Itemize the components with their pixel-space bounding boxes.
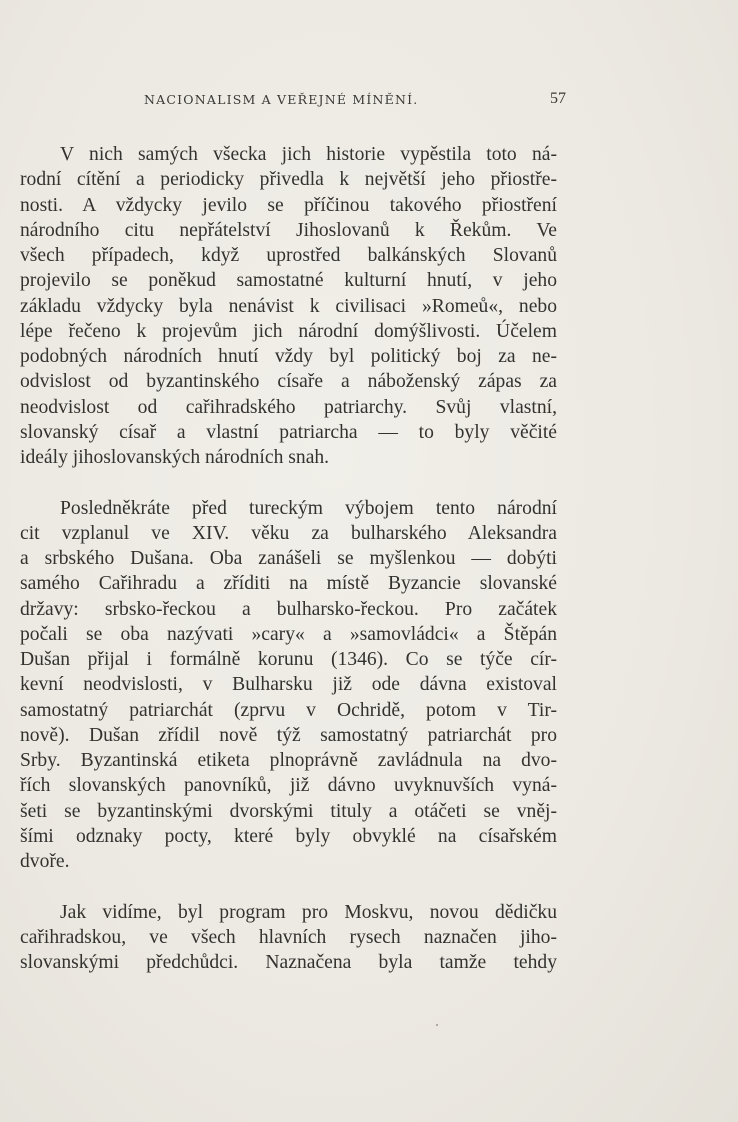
paragraph-2 xyxy=(20,496,557,875)
text-line: řích slovanských panovníků, již dávno uvyknuvších vyná- xyxy=(20,775,557,797)
text-line: cařihradskou, ve všech hlavních rysech naznačen jiho- xyxy=(20,926,557,948)
running-head: NACIONALISM A VEŘEJNÉ MÍNĚNÍ. xyxy=(144,92,419,107)
text-line: národního citu nepřátelství Jihoslovanů k Řekům. Ve xyxy=(20,219,557,241)
text-line: ideály jihoslovanských národních snah. xyxy=(20,447,330,468)
text-line: V nich samých všecka jich historie vypěstila toto ná- xyxy=(60,144,557,165)
text-line: Srby. Byzantinská etiketa plnoprávně zavládnula na dvo- xyxy=(20,750,557,771)
text-line: všech případech, když uprostřed balkánských Slovanů xyxy=(20,245,557,266)
page-header xyxy=(20,92,566,114)
page-number: 57 xyxy=(550,90,566,107)
text-line: samého Cařihradu a zříditi na místě Byzancie slovanské xyxy=(20,573,557,595)
text-line: nosti. A vždycky jevilo se příčinou takového přiostření xyxy=(20,194,557,216)
text-line: podobných národních hnutí vždy byl politický boj za ne- xyxy=(20,346,557,367)
text-line: šími odznaky pocty, které byly obvyklé na císařském xyxy=(20,825,557,847)
text-line: državy: srbsko-řeckou a bulharsko-řeckou. Pro začátek xyxy=(20,598,557,620)
text-line: odvislost od byzantinského císaře a náboženský zápas za xyxy=(20,371,557,393)
body-text xyxy=(20,142,557,975)
text-line: Dušan přijal i formálně korunu (1346). Co se týče cír- xyxy=(20,649,557,670)
text-line: lépe řečeno k projevům jich národní domýšlivosti. Účelem xyxy=(20,320,557,342)
text-line: Jak vidíme, byl program pro Moskvu, novou dědičku xyxy=(60,901,557,923)
paragraph-1 xyxy=(20,142,557,470)
text-line: Posledněkráte před tureckým výbojem tento národní xyxy=(60,497,557,519)
text-line: slovanský císař a vlastní patriarcha — to byly věčité xyxy=(20,421,557,443)
text-line: slovanskými předchůdci. Naznačena byla tamže tehdy xyxy=(20,952,557,973)
text-line: projevilo se poněkud samostatné kulturní hnutí, v jeho xyxy=(20,270,557,292)
paper-speck xyxy=(436,1024,438,1026)
text-line: kevní neodvislosti, v Bulharsku již ode dávna existoval xyxy=(20,674,557,696)
text-line: dvoře. xyxy=(20,851,70,872)
text-line: rodní cítění a periodicky přivedla k největší jeho přiostře- xyxy=(20,169,557,191)
text-line: šeti se byzantinskými dvorskými tituly a otáčeti se vněj- xyxy=(20,800,557,822)
text-line: a srbského Dušana. Oba zanášeli se myšlenkou — dobýti xyxy=(20,548,557,569)
paragraph-3 xyxy=(20,900,557,976)
text-line: nově). Dušan zřídil nově týž samostatný patriarchát pro xyxy=(20,724,557,746)
text-line: počali se oba nazývati »cary« a »samovládci« a Štěpán xyxy=(20,623,557,645)
text-line: základu vždycky byla nenávist k civilisaci »Romeů«, nebo xyxy=(20,295,557,317)
text-line: cit vzplanul ve XIV. věku za bulharského Aleksandra xyxy=(20,522,557,544)
text-line: samostatný patriarchát (zprvu v Ochridě, potom v Tir- xyxy=(20,699,557,721)
text-line: neodvislost od cařihradského patriarchy. Svůj vlastní, xyxy=(20,396,557,418)
